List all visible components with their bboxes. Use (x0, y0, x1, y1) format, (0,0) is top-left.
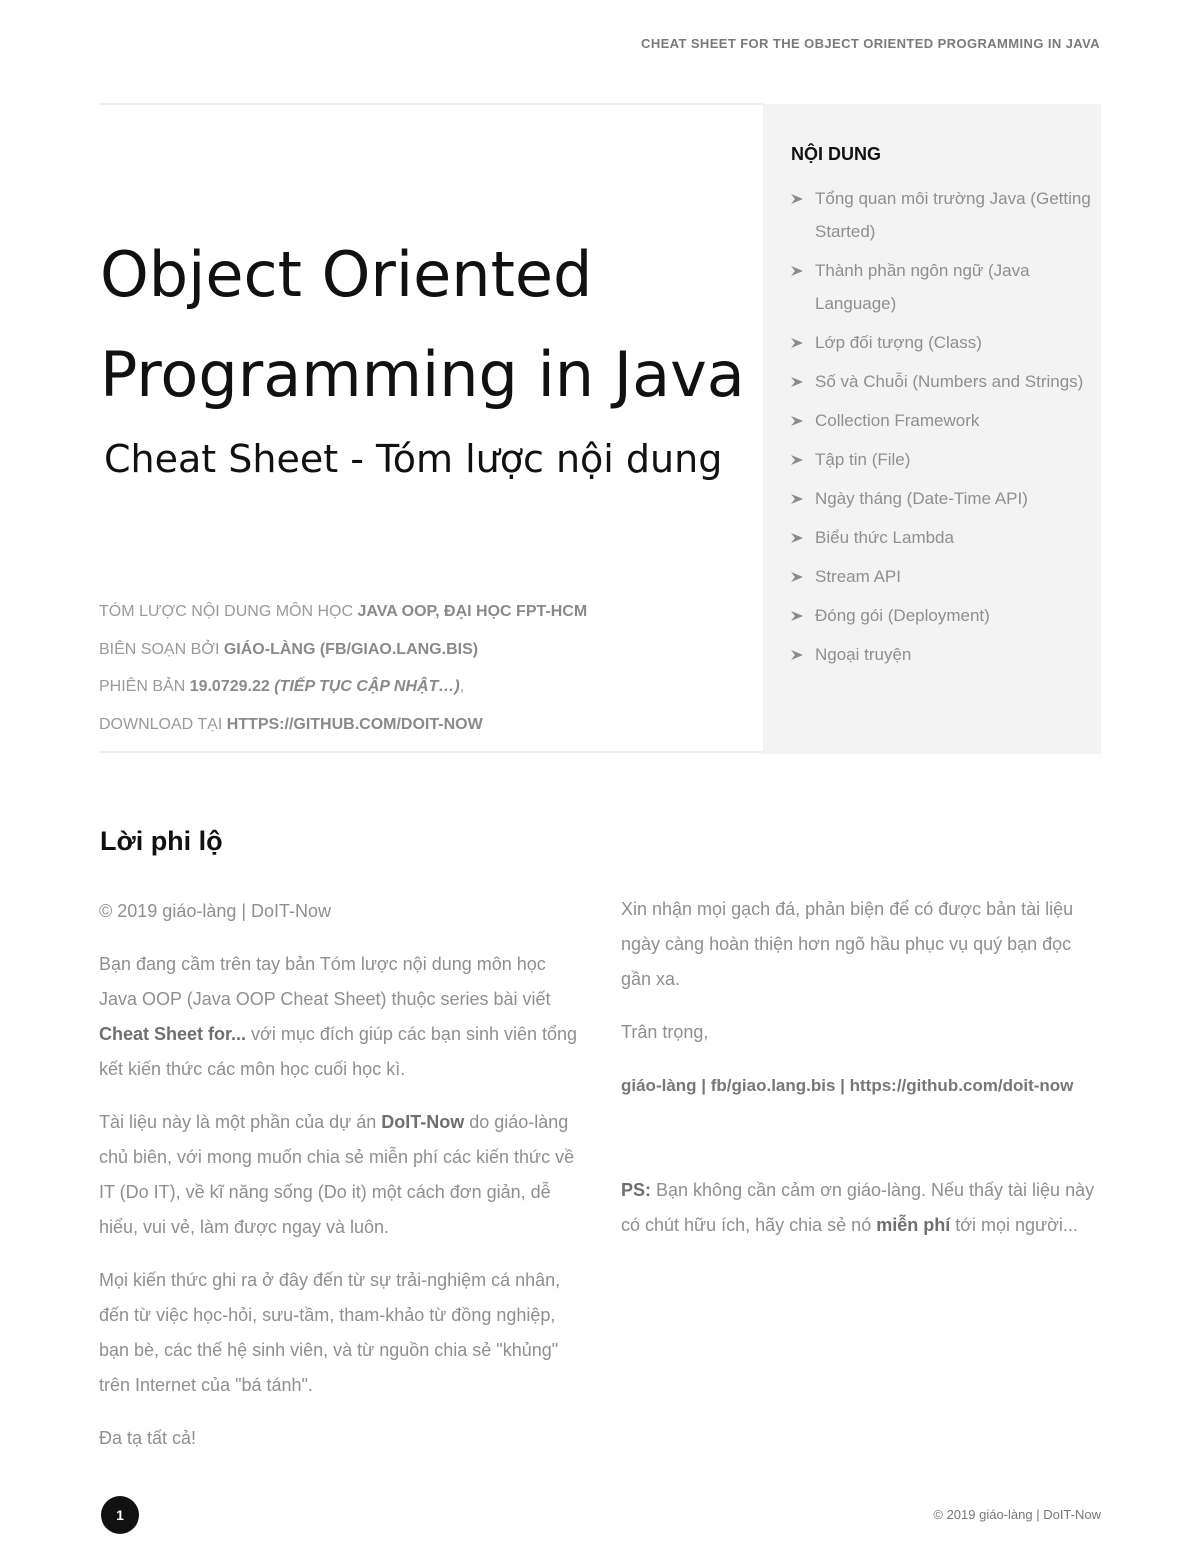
toc-item-file[interactable] (791, 443, 1091, 476)
chevron-right-icon (791, 266, 803, 276)
cover-title-line2: Programming in Java (100, 338, 745, 411)
toc-item-label: Collection Framework (815, 411, 980, 430)
toc-item-lambda[interactable] (791, 521, 1091, 554)
toc-item-java-language[interactable] (791, 254, 1091, 320)
preface-right-column (621, 892, 1106, 1261)
preface-paragraph-2 (99, 1105, 584, 1245)
toc-item-label: Số và Chuỗi (Numbers and Strings) (815, 372, 1084, 391)
chevron-right-icon (791, 650, 803, 660)
chevron-right-icon (791, 377, 803, 387)
chevron-right-icon (791, 572, 803, 582)
toc-item-label: Ngày tháng (Date-Time API) (815, 489, 1028, 508)
ps-bold: miễn phí (876, 1215, 951, 1235)
preface-paragraph-1 (99, 947, 584, 1087)
toc-list (791, 182, 1091, 677)
meta-author-value: GIÁO-LÀNG (FB/GIAO.LANG.BIS) (223, 640, 479, 658)
cover-subtitle: Cheat Sheet - Tóm lược nội dung (104, 437, 723, 481)
meta-version-note: (TIẾP TỤC CẬP NHẬT…) (274, 678, 460, 695)
toc-item-label: Biểu thức Lambda (815, 528, 954, 547)
preface-right-paragraph-1: Xin nhận mọi gạch đá, phản biện để có được bản tài liệu ngày càng hoàn thiện hơn ngõ hầu phục vụ quý bạn đọc gần xa. (621, 899, 1074, 989)
meta-author-line (99, 631, 587, 669)
preface-p1-text-b: với mục đích giúp các bạn sinh viên tổng kết kiến thức các môn học cuối học kì. (99, 1024, 578, 1079)
meta-course-value: JAVA OOP, ĐẠI HỌC FPT-HCM (357, 603, 588, 620)
toc-item-label: Tập tin (File) (815, 450, 911, 469)
preface-closing: Trân trọng, (621, 1022, 709, 1042)
preface-heading: Lời phi lộ (100, 826, 223, 856)
toc-item-label: Ngoại truyện (815, 645, 912, 664)
bottom-divider (99, 751, 763, 753)
meta-version-label: PHIÊN BẢN (99, 678, 190, 695)
chevron-right-icon (791, 338, 803, 348)
cover-title (100, 225, 760, 425)
meta-course-line (99, 593, 587, 631)
toc-item-numbers-strings[interactable] (791, 365, 1091, 398)
meta-version-comma: , (459, 678, 465, 695)
preface-p2-text-a: Tài liệu này là một phần của dự án (99, 1112, 382, 1132)
meta-download-line (99, 706, 587, 744)
toc-item-label: Đóng gói (Deployment) (815, 606, 990, 625)
preface-p1-bold: Cheat Sheet for... (99, 1024, 247, 1044)
preface-p2-bold: DoIT-Now (381, 1112, 465, 1132)
toc-item-getting-started[interactable] (791, 182, 1091, 248)
preface-signature: giáo-làng | fb/giao.lang.bis | https://github.com/doit-now (621, 1076, 1074, 1095)
running-header: CHEAT SHEET FOR THE OBJECT ORIENTED PROGRAMMING IN JAVA (641, 36, 1100, 51)
toc-item-collection[interactable] (791, 404, 1091, 437)
table-of-contents (763, 104, 1101, 754)
ps-text-a: Bạn không cần cảm ơn giáo-làng. Nếu thấy tài liệu này có chút hữu ích, hãy chia sẻ nó (621, 1180, 1095, 1235)
chevron-right-icon (791, 611, 803, 621)
chevron-right-icon (791, 194, 803, 204)
chevron-right-icon (791, 416, 803, 426)
chevron-right-icon (791, 533, 803, 543)
preface-ps (621, 1173, 1106, 1243)
chevron-right-icon (791, 455, 803, 465)
cover-title-block (100, 225, 760, 481)
preface-paragraph-4: Đa tạ tất cả! (99, 1428, 197, 1448)
ps-label: PS: (621, 1180, 652, 1200)
toc-item-class[interactable] (791, 326, 1091, 359)
meta-author-label: BIÊN SOẠN BỞI (99, 640, 224, 658)
top-divider (99, 103, 763, 105)
meta-version-value: 19.0729.22 (189, 678, 270, 695)
meta-version-line (99, 668, 587, 706)
preface-left-column (99, 894, 584, 1474)
ps-text-b: tới mọi người... (950, 1215, 1078, 1235)
chevron-right-icon (791, 494, 803, 504)
toc-item-label: Stream API (815, 567, 901, 586)
toc-item-deployment[interactable] (791, 599, 1091, 632)
toc-item-label: Thành phần ngôn ngữ (Java Language) (815, 261, 1030, 313)
preface-p1-text-a: Bạn đang cầm trên tay bản Tóm lược nội dung môn học Java OOP (Java OOP Cheat Sheet) thuộc series bài viết (99, 954, 551, 1009)
toc-item-date-time[interactable] (791, 482, 1091, 515)
toc-item-label: Tổng quan môi trường Java (Getting Started) (815, 189, 1091, 241)
toc-item-extras[interactable] (791, 638, 1091, 671)
preface-copyright: © 2019 giáo-làng | DoIT-Now (99, 901, 332, 921)
meta-course-label: TÓM LƯỢC NỘI DUNG MÔN HỌC (99, 603, 358, 620)
page-number-badge: 1 (101, 1496, 139, 1534)
preface-paragraph-3: Mọi kiến thức ghi ra ở đây đến từ sự trải-nghiệm cá nhân, đến từ việc học-hỏi, sưu-tầm, tham-khảo từ đồng nghiệp, bạn bè, các thế hệ sinh viên, và từ nguồn chia sẻ "khủng" trên Internet của "bá tánh". (99, 1270, 561, 1395)
meta-download-link[interactable]: HTTPS://GITHUB.COM/DOIT-NOW (226, 715, 483, 733)
preface-p2-text-b: do giáo-làng chủ biên, với mong muốn chia sẻ miễn phí các kiến thức về IT (Do IT), về kĩ năng sống (Do it) một cách đơn giản, dễ hiểu, vui vẻ, làm được ngay và luôn. (99, 1112, 575, 1237)
document-meta (99, 593, 587, 743)
cover-title-line1: Object Oriented (100, 238, 593, 311)
meta-download-label: DOWNLOAD TẠI (99, 715, 227, 733)
toc-item-label: Lớp đối tượng (Class) (815, 333, 982, 352)
toc-item-stream[interactable] (791, 560, 1091, 593)
footer-copyright: © 2019 giáo-làng | DoIT-Now (933, 1507, 1101, 1522)
toc-title: NỘI DUNG (791, 144, 881, 164)
